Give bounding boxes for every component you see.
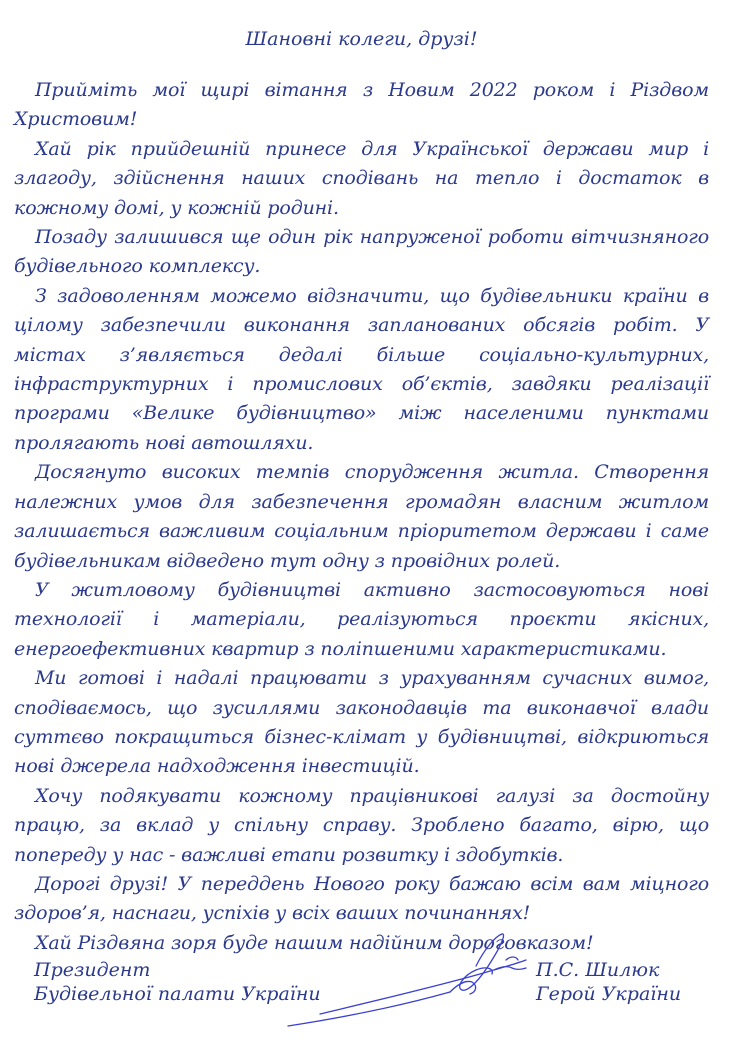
paragraph-achievements: З задоволенням можемо відзначити, що будівельники країни в цілому забезпечили виконання запланованих обсягів робіт. У містах з’являється дедалі більше соціально-культурних, інфраструктурних і промислових об’єктів, завдяки реалізації програми «Велике будівництво» між населеними пунктами пролягають нові автошляхи. [14, 284, 709, 454]
signatory-title [34, 958, 321, 1006]
paragraph-gratitude: Хочу подякувати кожному працівникові галузі за достойну працю, за вклад у спільну справу. Зроблено багато, вірю, що попереду у нас - важливі етапи розвитку і здобутків. [14, 784, 709, 866]
letter-greeting: Шановні колеги, друзі! [245, 28, 478, 50]
paragraph-housing: Досягнуто високих темпів спорудження житла. Створення належних умов для забезпечення громадян власним житлом залишається важливим соціальним пріоритетом держави і саме будівельникам відведено тут одну з провідних ролей. [14, 461, 709, 572]
letter [14, 0, 709, 958]
signatory-organization: Будівельної палати України [34, 983, 321, 1005]
signatory-honor: Герой України [536, 983, 682, 1005]
paragraph-new-year-wishes: Дорогі друзі! У переддень Нового року бажаю всім вам міцного здоров’я, наснаги, успіхів у всіх ваших починаннях! [14, 872, 709, 925]
paragraph-past-year: Позаду залишився ще один рік напруженої роботи вітчизняного будівельного комплексу. [14, 226, 709, 278]
paragraph-technologies: У житловому будівництві активно застосовуються нові технології і матеріали, реалізуються проєкти якісних, енергоефективних квартир з поліпшеними характеристиками. [14, 578, 709, 660]
signatory-position: Президент [34, 959, 151, 981]
letter-body [14, 76, 709, 958]
handwritten-signature [280, 930, 530, 1030]
signatory-name: П.С. Шилюк [536, 959, 660, 981]
paragraph-readiness: Ми готові і надалі працювати з урахуванням сучасних вимог, сподіваємось, що зусиллями законодавців та виконавчої влади суттєво покращиться бізнес-клімат у будівництві, відкриються нові джерела надходження інвестицій. [14, 667, 709, 778]
signatory-name-block [536, 958, 681, 1006]
paragraph-greetings: Прийміть мої щирі вітання з Новим 2022 роком і Різдвом Христовим! [14, 79, 709, 131]
paragraph-closing: Хай Різдвяна зоря буде нашим надійним дороговказом! [35, 931, 594, 954]
paragraph-wishes: Хай рік прийдешній принесе для Української держави мир і злагоду, здійснення наших сподівань на тепло і достаток в кожному домі, у кожній родині. [14, 137, 709, 219]
